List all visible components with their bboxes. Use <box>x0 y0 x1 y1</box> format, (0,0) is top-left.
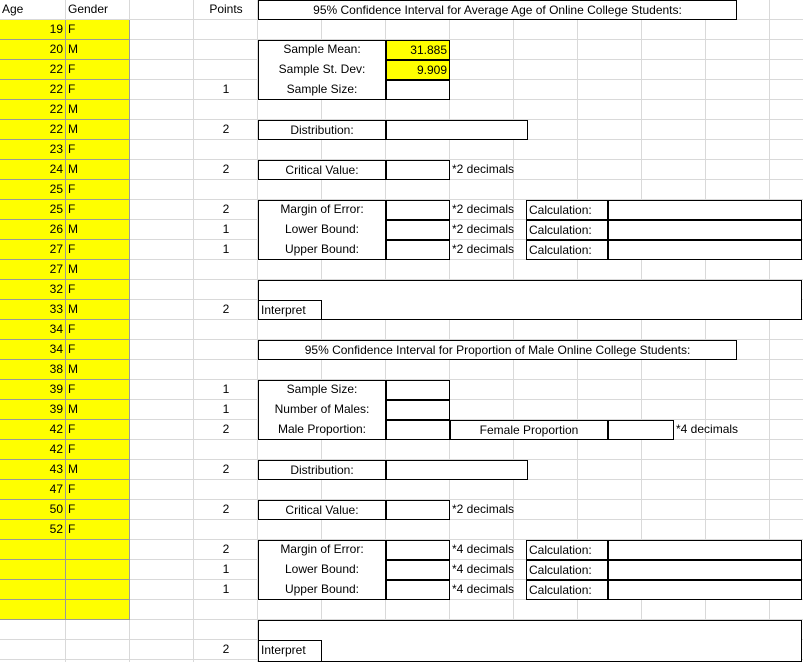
upper-input[interactable] <box>386 240 450 260</box>
age-cell[interactable]: 42 <box>0 440 66 460</box>
s2-margin-note: *4 decimals <box>452 542 515 556</box>
s2-upper-calc-label[interactable]: Calculation: <box>526 580 608 600</box>
s2-critical-note: *2 decimals <box>452 502 515 516</box>
gender-cell[interactable]: M <box>66 40 130 60</box>
points-sample-size[interactable]: 1 <box>222 82 230 96</box>
s2-upper-calc-input[interactable] <box>608 580 802 600</box>
header-gender[interactable]: Gender <box>68 2 109 16</box>
gender-cell[interactable]: F <box>66 500 130 520</box>
s2-lower-label[interactable]: Lower Bound: <box>284 562 360 576</box>
margin-calc-label[interactable]: Calculation: <box>526 200 608 220</box>
points-upper[interactable]: 1 <box>222 242 230 256</box>
gender-cell[interactable]: M <box>66 100 130 120</box>
age-cell[interactable]: 20 <box>0 40 66 60</box>
gender-cell[interactable]: F <box>66 420 130 440</box>
gender-cell[interactable]: F <box>66 200 130 220</box>
age-cell[interactable]: 43 <box>0 460 66 480</box>
points-margin[interactable]: 2 <box>222 202 230 216</box>
s2-lower-note: *4 decimals <box>452 562 515 576</box>
gender-cell[interactable]: F <box>66 320 130 340</box>
age-cell[interactable] <box>0 600 66 620</box>
section2-title[interactable]: 95% Confidence Interval for Proportion of Male Online College Students: <box>258 340 737 360</box>
lower-calc-input[interactable] <box>608 220 802 240</box>
gender-cell[interactable]: M <box>66 260 130 280</box>
sample-size-input[interactable] <box>386 80 450 100</box>
age-cell[interactable]: 52 <box>0 520 66 540</box>
header-age[interactable]: Age <box>2 2 24 16</box>
upper-label[interactable]: Upper Bound: <box>284 242 360 256</box>
age-cell[interactable]: 32 <box>0 280 66 300</box>
lower-label[interactable]: Lower Bound: <box>284 222 360 236</box>
gender-cell[interactable]: F <box>66 180 130 200</box>
gender-cell[interactable]: M <box>66 400 130 420</box>
age-cell[interactable]: 39 <box>0 380 66 400</box>
gender-cell[interactable]: M <box>66 360 130 380</box>
gender-cell[interactable] <box>66 560 130 580</box>
lower-calc-label[interactable]: Calculation: <box>526 220 608 240</box>
points-interpret[interactable]: 2 <box>222 302 230 316</box>
gender-cell[interactable] <box>66 580 130 600</box>
s2-lower-calc-label[interactable]: Calculation: <box>526 560 608 580</box>
gender-cell[interactable]: F <box>66 60 130 80</box>
s2-lower-input[interactable] <box>386 560 450 580</box>
s2-upper-input[interactable] <box>386 580 450 600</box>
s2-male-prop-input[interactable] <box>386 420 450 440</box>
gender-cell[interactable]: M <box>66 220 130 240</box>
age-cell[interactable]: 47 <box>0 480 66 500</box>
age-cell[interactable]: 27 <box>0 240 66 260</box>
upper-note: *2 decimals <box>452 242 515 256</box>
gender-cell[interactable]: M <box>66 460 130 480</box>
lower-input[interactable] <box>386 220 450 240</box>
s2-margin-label[interactable]: Margin of Error: <box>280 542 364 556</box>
margin-calc-input[interactable] <box>608 200 802 220</box>
age-cell[interactable]: 26 <box>0 220 66 240</box>
s2-points-sample-size[interactable]: 1 <box>222 382 230 396</box>
points-critical[interactable]: 2 <box>222 162 230 176</box>
age-cell[interactable]: 19 <box>0 20 66 40</box>
points-lower[interactable]: 1 <box>222 222 230 236</box>
age-cell[interactable]: 42 <box>0 420 66 440</box>
age-cell[interactable]: 38 <box>0 360 66 380</box>
age-cell[interactable] <box>0 580 66 600</box>
s2-points-interpret[interactable]: 2 <box>222 642 230 656</box>
age-cell[interactable]: 25 <box>0 180 66 200</box>
age-cell[interactable] <box>0 540 66 560</box>
s2-upper-label[interactable]: Upper Bound: <box>284 582 360 596</box>
sample-sd-label[interactable]: Sample St. Dev: <box>278 62 366 76</box>
points-distribution[interactable]: 2 <box>222 122 230 136</box>
s2-sample-size-input[interactable] <box>386 380 450 400</box>
s2-upper-note: *4 decimals <box>452 582 515 596</box>
s2-points-critical[interactable]: 2 <box>222 502 230 516</box>
distribution-input[interactable] <box>386 120 528 140</box>
age-cell[interactable]: 34 <box>0 340 66 360</box>
age-cell[interactable]: 22 <box>0 120 66 140</box>
s2-points-male-prop[interactable]: 2 <box>222 422 230 436</box>
interpret-box <box>258 280 802 320</box>
critical-note: *2 decimals <box>452 162 515 176</box>
gender-cell[interactable]: F <box>66 140 130 160</box>
s2-distribution-input[interactable] <box>386 460 528 480</box>
sample-mean-value[interactable]: 31.885 <box>386 40 450 60</box>
gender-cell[interactable]: F <box>66 240 130 260</box>
gender-cell[interactable]: F <box>66 340 130 360</box>
s2-female-prop-input[interactable] <box>608 420 674 440</box>
gender-cell[interactable]: F <box>66 380 130 400</box>
s2-critical-value-input[interactable] <box>386 500 450 520</box>
section1-title[interactable]: 95% Confidence Interval for Average Age of Online College Students: <box>258 0 737 20</box>
margin-note: *2 decimals <box>452 202 515 216</box>
upper-calc-input[interactable] <box>608 240 802 260</box>
s2-points-margin[interactable]: 2 <box>222 542 230 556</box>
s2-interpret-box <box>258 620 802 662</box>
age-cell[interactable]: 50 <box>0 500 66 520</box>
critical-value-label[interactable]: Critical Value: <box>258 160 386 180</box>
s2-male-prop-label[interactable]: Male Proportion: <box>277 422 367 436</box>
gender-cell[interactable]: M <box>66 300 130 320</box>
s2-distribution-label[interactable]: Distribution: <box>258 460 386 480</box>
s2-num-males-input[interactable] <box>386 400 450 420</box>
distribution-label[interactable]: Distribution: <box>258 120 386 140</box>
gender-cell[interactable]: F <box>66 480 130 500</box>
s2-sample-size-label[interactable]: Sample Size: <box>286 382 358 396</box>
gender-cell[interactable]: F <box>66 20 130 40</box>
gender-cell[interactable]: F <box>66 280 130 300</box>
margin-label[interactable]: Margin of Error: <box>280 202 364 216</box>
lower-note: *2 decimals <box>452 222 515 236</box>
age-cell[interactable]: 25 <box>0 200 66 220</box>
interpret-label[interactable]: Interpret <box>258 300 322 320</box>
age-cell[interactable]: 39 <box>0 400 66 420</box>
age-cell[interactable]: 22 <box>0 60 66 80</box>
age-cell[interactable]: 27 <box>0 260 66 280</box>
s2-lower-calc-input[interactable] <box>608 560 802 580</box>
header-points[interactable]: Points <box>209 2 243 16</box>
sample-sd-value[interactable]: 9.909 <box>386 60 450 80</box>
age-cell[interactable]: 23 <box>0 140 66 160</box>
sample-mean-label[interactable]: Sample Mean: <box>283 42 361 56</box>
s2-prop-note: *4 decimals <box>676 422 739 436</box>
age-cell[interactable]: 33 <box>0 300 66 320</box>
age-cell[interactable]: 22 <box>0 80 66 100</box>
age-cell[interactable]: 24 <box>0 160 66 180</box>
gender-cell[interactable]: F <box>66 80 130 100</box>
gender-cell[interactable] <box>66 540 130 560</box>
s2-points-num-males[interactable]: 1 <box>222 402 230 416</box>
s2-points-distribution[interactable]: 2 <box>222 462 230 476</box>
gender-cell[interactable]: F <box>66 520 130 540</box>
sample-size-label[interactable]: Sample Size: <box>286 82 358 96</box>
margin-input[interactable] <box>386 200 450 220</box>
critical-value-input[interactable] <box>386 160 450 180</box>
s2-margin-input[interactable] <box>386 540 450 560</box>
age-cell[interactable]: 22 <box>0 100 66 120</box>
s2-num-males-label[interactable]: Number of Males: <box>274 402 370 416</box>
gender-cell[interactable]: M <box>66 160 130 180</box>
gender-cell[interactable] <box>66 600 130 620</box>
s2-points-lower[interactable]: 1 <box>222 562 230 576</box>
age-cell[interactable]: 34 <box>0 320 66 340</box>
s2-margin-calc-label[interactable]: Calculation: <box>526 540 608 560</box>
s2-interpret-label[interactable]: Interpret <box>258 640 322 662</box>
s2-points-upper[interactable]: 1 <box>222 582 230 596</box>
s2-critical-value-label[interactable]: Critical Value: <box>258 500 386 520</box>
upper-calc-label[interactable]: Calculation: <box>526 240 608 260</box>
age-cell[interactable] <box>0 560 66 580</box>
s2-margin-calc-input[interactable] <box>608 540 802 560</box>
gender-cell[interactable]: M <box>66 120 130 140</box>
gender-cell[interactable]: F <box>66 440 130 460</box>
s2-female-prop-label[interactable]: Female Proportion <box>450 420 608 440</box>
